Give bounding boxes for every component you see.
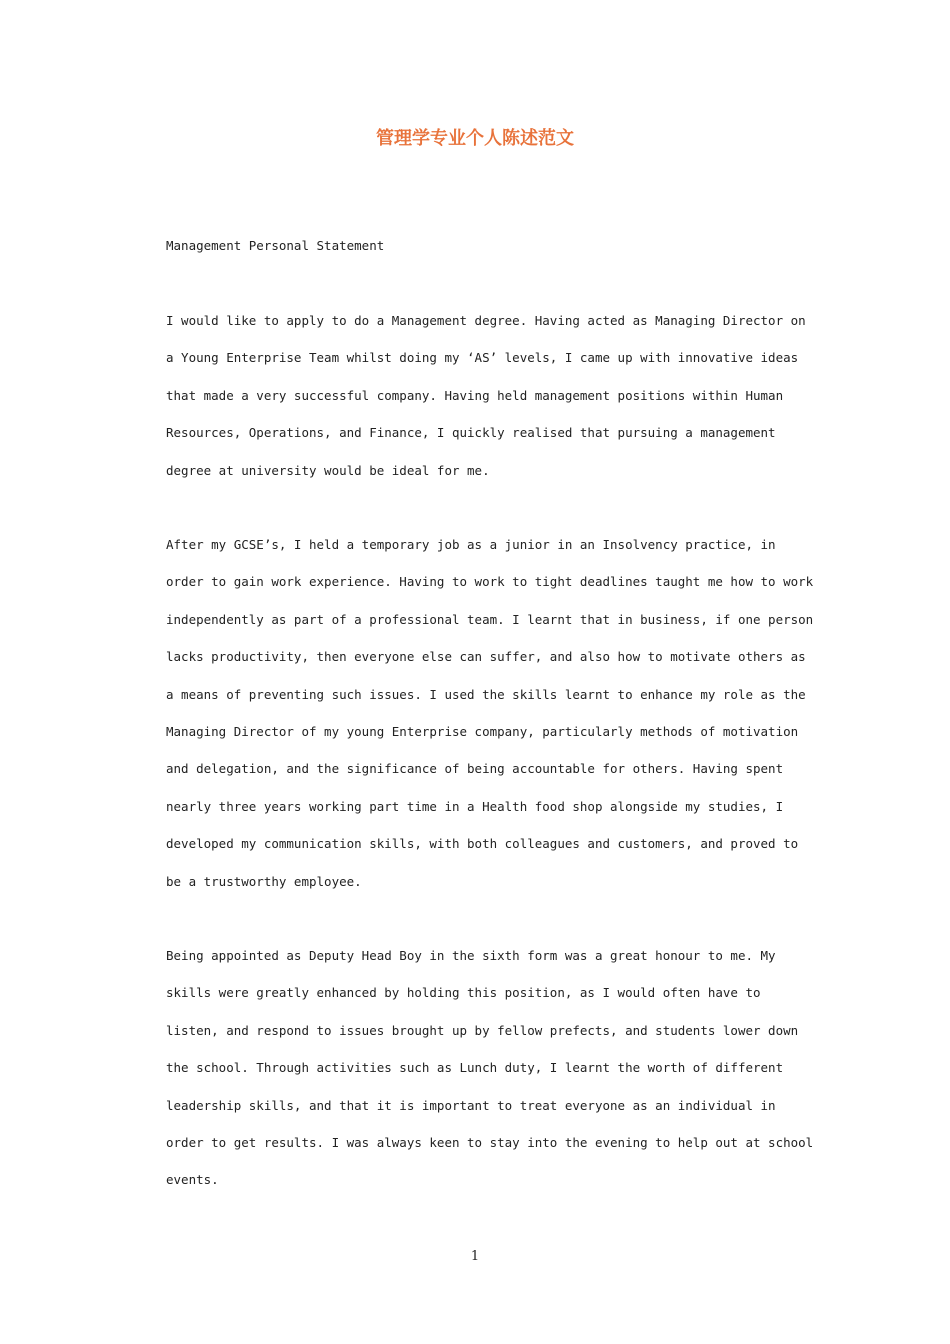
paragraph-line: Being appointed as Deputy Head Boy in the sixth form was a great honour to me. My <box>166 948 776 963</box>
paragraph-line: independently as part of a professional team. I learnt that in business, if one person <box>166 611 814 627</box>
paragraph-line: the school. Through activities such as Lunch duty, I learnt the worth of different <box>166 1060 784 1076</box>
document-subtitle: Management Personal Statement <box>166 238 385 253</box>
paragraph-3 <box>166 946 814 1208</box>
paragraph-2 <box>166 535 814 909</box>
paragraph-line: Resources, Operations, and Finance, I quickly realised that pursuing a management <box>166 425 776 441</box>
paragraph-line: developed my communication skills, with both colleagues and customers, and proved to <box>166 836 799 852</box>
paragraph-1 <box>166 311 806 498</box>
paragraph-line: After my GCSE’s, I held a temporary job as a junior in an Insolvency practice, in <box>166 537 776 552</box>
paragraph-line: a Young Enterprise Team whilst doing my ‘AS’ levels, I came up with innovative ideas <box>166 350 799 366</box>
paragraph-line: Managing Director of my young Enterprise company, particularly methods of motivation <box>166 723 799 739</box>
paragraph-line: be a trustworthy employee. <box>166 873 362 889</box>
document-title: 管理学专业个人陈述范文 <box>376 128 574 149</box>
page-number: 1 <box>470 1249 480 1264</box>
paragraph-line: degree at university would be ideal for me. <box>166 462 490 478</box>
paragraph-line: I would like to apply to do a Management degree. Having acted as Managing Director on <box>166 313 806 328</box>
paragraph-line: lacks productivity, then everyone else can suffer, and also how to motivate others as <box>166 649 806 665</box>
paragraph-line: leadership skills, and that it is important to treat everyone as an individual in <box>166 1097 776 1113</box>
paragraph-line: and delegation, and the significance of being accountable for others. Having spent <box>166 761 784 777</box>
paragraph-line: that made a very successful company. Having held management positions within Human <box>166 387 784 403</box>
paragraph-line: events. <box>166 1172 219 1188</box>
paragraph-line: a means of preventing such issues. I used the skills learnt to enhance my role as the <box>166 686 806 702</box>
paragraph-line: listen, and respond to issues brought up by fellow prefects, and students lower down <box>166 1022 799 1038</box>
paragraph-line: order to gain work experience. Having to work to tight deadlines taught me how to work <box>166 574 814 590</box>
paragraph-line: order to get results. I was always keen to stay into the evening to help out at school <box>166 1134 814 1150</box>
paragraph-line: nearly three years working part time in a Health food shop alongside my studies, I <box>166 798 784 814</box>
paragraph-line: skills were greatly enhanced by holding this position, as I would often have to <box>166 985 761 1001</box>
